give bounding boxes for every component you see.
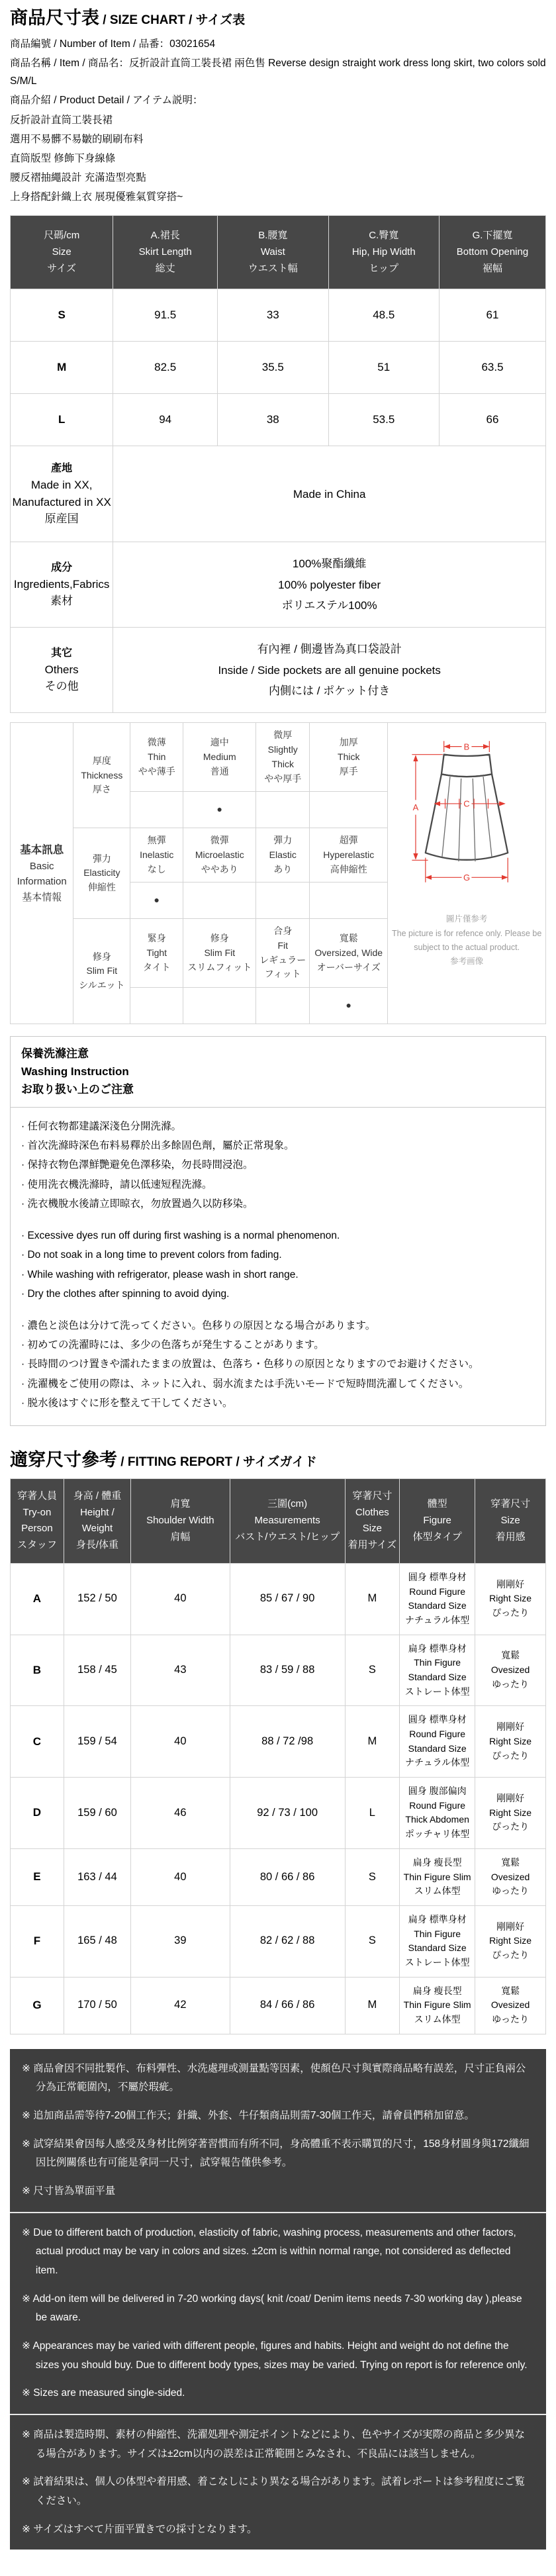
selected-marker-dot: ● xyxy=(310,988,388,1024)
tryon-person: A xyxy=(11,1563,64,1635)
fitting-title-zh: 適穿尺寸參考 xyxy=(10,1449,117,1470)
thickness-option: 微薄 Thin やや薄手 xyxy=(130,723,183,792)
size-value: 82.5 xyxy=(113,342,218,394)
page-title-sub xyxy=(99,13,245,27)
shoulder-width: 40 xyxy=(131,1848,230,1905)
marker-cell xyxy=(130,988,183,1024)
washing-body xyxy=(11,1108,545,1425)
others-row xyxy=(11,628,546,713)
height-weight: 165 / 48 xyxy=(64,1905,130,1977)
fit-attr-label: 修身 Slim Fit シルエット xyxy=(73,919,130,1024)
measurements: 92 / 73 / 100 xyxy=(230,1778,345,1849)
fabric-label: 成分 Ingredients,Fabrics 素材 xyxy=(11,542,113,628)
figure-type: 扁身 標準身材 Thin Figure Standard Size ストレート体型 xyxy=(400,1635,475,1706)
fit-option: 合身 Fit レギュラーフィット xyxy=(256,919,310,988)
figure-type: 圓身 腹部偏肉 Round Figure Thick Abdomen ポッチャリ体型 xyxy=(400,1778,475,1849)
size-value: 33 xyxy=(218,289,328,342)
basic-info-label: 基本訊息 Basic Information 基本情報 xyxy=(11,723,73,1024)
figure-type: 扁身 瘦長型 Thin Figure Slim スリム体型 xyxy=(400,1977,475,2034)
fit-option: 緊身 Tight タイト xyxy=(130,919,183,988)
size-value: 35.5 xyxy=(218,342,328,394)
others-value: 有內裡 / 側邊皆為真口袋設計 Inside / Side pockets are all genuine pockets 内側には / ポケット付き xyxy=(113,628,546,713)
height-weight: 158 / 45 xyxy=(64,1635,130,1706)
shoulder-width: 40 xyxy=(131,1706,230,1778)
basic-info-table xyxy=(10,722,546,1024)
fit-option: 寬鬆 Oversized, Wide オーバーサイズ xyxy=(310,919,388,988)
waist-col-header: B.腰寬 Waist ウエスト幅 xyxy=(218,216,328,289)
dimension-label-a: A xyxy=(412,802,419,813)
shoulder-col-header: 肩寬 Shoulder Width 肩幅 xyxy=(131,1478,230,1563)
item-name: 商品名稱 / Item / 商品名：反折設計直筒工裝長裙 兩色售 Reverse design straight work dress long skirt, two colors sold S/M/L xyxy=(10,58,546,87)
wearing-feel: 寬鬆 Ovesized ゆったり xyxy=(475,1848,546,1905)
product-detail-line: 上身搭配針織上衣 展現優雅氣質穿搭~ xyxy=(10,191,183,203)
size-value: 61 xyxy=(439,289,545,342)
figure-type: 扁身 標準身材 Thin Figure Standard Size ストレート体型 xyxy=(400,1905,475,1977)
dimension-label-g: G xyxy=(463,873,471,883)
selected-marker-dot: ● xyxy=(130,883,183,919)
product-detail-line: 選用不易髒不易皺的刷刷布料 xyxy=(10,133,144,145)
marker-cell xyxy=(256,988,310,1024)
skirt-length-col-header: A.裙長 Skirt Length 総丈 xyxy=(113,216,218,289)
size-value: 94 xyxy=(113,394,218,446)
size-row-s xyxy=(11,289,546,342)
washing-notes-en: · Excessive dyes run off during first washing is a normal phenomenon. · Do not soak in a long time to prevent colors from fading. · While washing with refrigerator, please wash in short range. · Dry the clothes after spinning to avoid dying. xyxy=(21,1229,340,1300)
size-chart-header-row xyxy=(11,216,546,289)
page-title-zh: 商品尺寸表 xyxy=(10,8,99,28)
size-value: 48.5 xyxy=(328,289,439,342)
skirt-body xyxy=(426,775,508,860)
footer-notes-zh: ※ 商品會因不同批製作、布料彈性、水洗處理或測量點等因素，使顏色尺寸與實際商品略有誤差，尺寸正負兩公分為正常範圍內，不屬於瑕疵。 ※ 追加商品需等待7-20個工作天；針織、外套、牛仔類商品則需7-30個工作天，請會員們稍加留意。 ※ 試穿結果會因每人感受及身材比例穿著習慣而有所不同，身高體重不表示購買的尺寸，158身材圓身與172纖細因比例關係也有可能是拿同一尺寸，試穿報告僅供參考。 ※ 尺寸皆為單面平量 xyxy=(22,2062,530,2197)
thickness-attr-label: 厚度 Thickness 厚さ xyxy=(73,723,130,828)
fitting-row-e xyxy=(11,1848,546,1905)
tryon-person: B xyxy=(11,1635,64,1706)
wearing-feel: 剛剛好 Right Size ぴったり xyxy=(475,1778,546,1849)
fit-option: 修身 Slim Fit スリムフィット xyxy=(183,919,256,988)
fitting-title-rest: / FITTING REPORT / サイズガイド xyxy=(120,1455,317,1469)
marker-cell xyxy=(310,792,388,828)
fitting-row-d xyxy=(11,1778,546,1849)
marker-cell xyxy=(310,883,388,919)
wearing-feel: 剛剛好 Right Size ぴったり xyxy=(475,1706,546,1778)
washing-notes-jp: · 濃色と淡色は分けて洗ってください。色移りの原因となる場合があります。 · 初めての洗濯時には、多少の色落ちが発生することがあります。 · 長時間のつけ置きや濡れたままの放置は、色落ち・色移りの原因となりますのでお避けください。 · 洗濯機をご使用の際は、ネットに入れ、弱水流または手洗いモードで短時間洗濯してください。 · 脱水後はすぐに形を整えて干してください。 xyxy=(21,1319,479,1409)
shoulder-width: 43 xyxy=(131,1635,230,1706)
elasticity-option: 彈力 Elastic あり xyxy=(256,828,310,883)
dimension-label-b: B xyxy=(463,741,470,752)
size-row-m xyxy=(11,342,546,394)
tryon-person: E xyxy=(11,1848,64,1905)
measurements: 82 / 62 / 88 xyxy=(230,1905,345,1977)
elasticity-option: 無彈 Inelastic なし xyxy=(130,828,183,883)
thickness-options-row xyxy=(11,723,546,792)
wearing-feel: 剛剛好 Right Size ぴったり xyxy=(475,1905,546,1977)
clothes-size: M xyxy=(345,1563,400,1635)
fitting-row-b xyxy=(11,1635,546,1706)
marker-cell xyxy=(256,792,310,828)
figure-col-header: 體型 Figure 体型タイプ xyxy=(400,1478,475,1563)
feel-col-header: 穿著尺寸 Size 着用感 xyxy=(475,1478,546,1563)
washing-notes-zh: · 任何衣物都建議深淺色分開洗滌。 · 首次洗滌時深色布料易釋於出多餘固色劑，屬於正常現象。 · 保持衣物色澤鮮艷避免色澤移染，勿長時間浸泡。 · 使用洗衣機洗滌時，請以低速短程洗滌。 · 洗衣機脫水後請立即晾衣，勿放置過久以防移染。 xyxy=(21,1120,295,1210)
tryon-person: D xyxy=(11,1778,64,1849)
size-value: 51 xyxy=(328,342,439,394)
measurements-col-header: 三圍(cm) Measurements バスト/ウエスト/ヒップ xyxy=(230,1478,345,1563)
clothes-size: L xyxy=(345,1778,400,1849)
size-label: M xyxy=(11,342,113,394)
item-number: 商品編號 / Number of Item / 品番：03021654 xyxy=(10,38,216,50)
clothes-size: S xyxy=(345,1635,400,1706)
size-chart-table xyxy=(10,215,546,713)
fitting-row-f xyxy=(11,1905,546,1977)
size-col-header: 尺碼/cm Size サイズ xyxy=(11,216,113,289)
tryon-person-col-header: 穿著人員 Try-on Person スタッフ xyxy=(11,1478,64,1563)
clothes-size: M xyxy=(345,1977,400,2034)
product-detail-line: 反折設計直筒工裝長裙 xyxy=(10,114,113,126)
origin-value: Made in China xyxy=(113,446,546,542)
diagram-caption: 圖片僅参考 The picture is for refence only. Please be subject to the actual product. 参考画像 xyxy=(392,914,542,967)
selected-marker-dot: ● xyxy=(183,792,256,828)
wearing-feel: 剛剛好 Right Size ぴったり xyxy=(475,1563,546,1635)
elasticity-option: 微彈 Microelastic ややあり xyxy=(183,828,256,883)
shoulder-width: 46 xyxy=(131,1778,230,1849)
footer-notes-en: ※ Due to different batch of production, elasticity of fabric, washing process, measurements and other factors, actual product may be vary in colors and sizes. ±2cm is within normal range, not considered as deflected item. ※ Add-on item will be delivered in 7-20 working days( knit /coat/ Denim items needs 7-30 working day ),please be aware. ※ Appearances may be varied with different people, figures and habits. Height and weight do not define the sizes you should buy. Due to different body types, sizes may be varied. Trying on report is for reference only. ※ Sizes are measured single-sided. xyxy=(10,2212,546,2414)
footer-notes-jp: ※ 商品は製造時期、素材の伸縮性、洗濯処理や測定ポイントなどにより、色やサイズが実際の商品と多少異なる場合があります。サイズは±2cm以内の誤差は正常範囲とみなされ、不良品には該当しません。 ※ 試着結果は、個人の体型や着用感、着こなしにより異なる場合があります。試着レポートは参考程度にご覧ください。 ※ サイズはすべて片面平置きでの採寸となります。 xyxy=(10,2414,546,2550)
shoulder-width: 40 xyxy=(131,1563,230,1635)
clothes-size: M xyxy=(345,1706,400,1778)
measurements: 83 / 59 / 88 xyxy=(230,1635,345,1706)
measurements: 80 / 66 / 86 xyxy=(230,1848,345,1905)
tryon-person: F xyxy=(11,1905,64,1977)
wearing-feel: 寬鬆 Ovesized ゆったり xyxy=(475,1977,546,2034)
page-title xyxy=(10,7,546,30)
height-weight: 159 / 60 xyxy=(64,1778,130,1849)
skirt-measurement-diagram xyxy=(390,728,543,895)
fitting-row-a xyxy=(11,1563,546,1635)
skirt-diagram-cell xyxy=(388,723,546,1024)
size-label: S xyxy=(11,289,113,342)
shoulder-width: 39 xyxy=(131,1905,230,1977)
marker-cell xyxy=(130,792,183,828)
fitting-report-table xyxy=(10,1478,546,2034)
thickness-option: 適中 Medium 普通 xyxy=(183,723,256,792)
measurements: 84 / 66 / 86 xyxy=(230,1977,345,2034)
fitting-header-row xyxy=(11,1478,546,1563)
elasticity-attr-label: 彈力 Elasticity 伸縮性 xyxy=(73,828,130,919)
origin-label: 產地 Made in XX, Manufactured in XX 原産国 xyxy=(11,446,113,542)
thickness-option: 微厚 Slightly Thick やや厚手 xyxy=(256,723,310,792)
page-title-rest: / SIZE CHART / サイズ表 xyxy=(103,13,246,27)
product-detail-label: 商品介紹 / Product Detail / アイテム説明： xyxy=(10,95,203,107)
tryon-person: C xyxy=(11,1706,64,1778)
fitting-row-g xyxy=(11,1977,546,2034)
clothes-size: S xyxy=(345,1848,400,1905)
size-value: 66 xyxy=(439,394,545,446)
fabric-row xyxy=(11,542,546,628)
clothes-size-col-header: 穿著尺寸 Clothes Size 着用サイズ xyxy=(345,1478,400,1563)
origin-row xyxy=(11,446,546,542)
skirt-waistband xyxy=(441,755,492,777)
washing-section xyxy=(10,1036,546,1426)
others-label: 其它 Others その他 xyxy=(11,628,113,713)
shoulder-width: 42 xyxy=(131,1977,230,2034)
marker-cell xyxy=(256,883,310,919)
product-detail-line: 腰反褶抽繩設計 充滿造型亮點 xyxy=(10,171,146,183)
figure-type: 扁身 瘦長型 Thin Figure Slim スリム体型 xyxy=(400,1848,475,1905)
marker-cell xyxy=(183,883,256,919)
footer-notes xyxy=(10,2049,546,2550)
dimension-label-c: C xyxy=(463,799,470,810)
tryon-person: G xyxy=(11,1977,64,2034)
height-weight: 170 / 50 xyxy=(64,1977,130,2034)
fitting-row-c xyxy=(11,1706,546,1778)
size-row-l xyxy=(11,394,546,446)
clothes-size: S xyxy=(345,1905,400,1977)
height-weight: 159 / 54 xyxy=(64,1706,130,1778)
measurements: 88 / 72 /98 xyxy=(230,1706,345,1778)
height-weight-col-header: 身高 / 體重 Height / Weight 身長/体重 xyxy=(64,1478,130,1563)
hip-col-header: C.臀寬 Hip, Hip Width ヒップ xyxy=(328,216,439,289)
figure-type: 圓身 標準身材 Round Figure Standard Size ナチュラル体型 xyxy=(400,1563,475,1635)
thickness-option: 加厚 Thick 厚手 xyxy=(310,723,388,792)
elasticity-option: 超彈 Hyperelastic 高伸縮性 xyxy=(310,828,388,883)
size-label: L xyxy=(11,394,113,446)
fitting-report-title xyxy=(10,1449,546,1472)
marker-cell xyxy=(183,988,256,1024)
product-detail-line: 直筒版型 修飾下身線條 xyxy=(10,152,116,164)
size-value: 53.5 xyxy=(328,394,439,446)
height-weight: 163 / 44 xyxy=(64,1848,130,1905)
size-value: 38 xyxy=(218,394,328,446)
figure-type: 圓身 標準身材 Round Figure Standard Size ナチュラル体型 xyxy=(400,1706,475,1778)
wearing-feel: 寬鬆 Ovesized ゆったり xyxy=(475,1635,546,1706)
bottom-opening-col-header: G.下擺寬 Bottom Opening 裾幅 xyxy=(439,216,545,289)
size-value: 63.5 xyxy=(439,342,545,394)
height-weight: 152 / 50 xyxy=(64,1563,130,1635)
measurements: 85 / 67 / 90 xyxy=(230,1563,345,1635)
fabric-value: 100%聚酯纖維 100% polyester fiber ポリエステル100% xyxy=(113,542,546,628)
size-value: 91.5 xyxy=(113,289,218,342)
washing-header: 保養洗滌注意 Washing Instruction お取り扱い上のご注意 xyxy=(11,1037,545,1108)
